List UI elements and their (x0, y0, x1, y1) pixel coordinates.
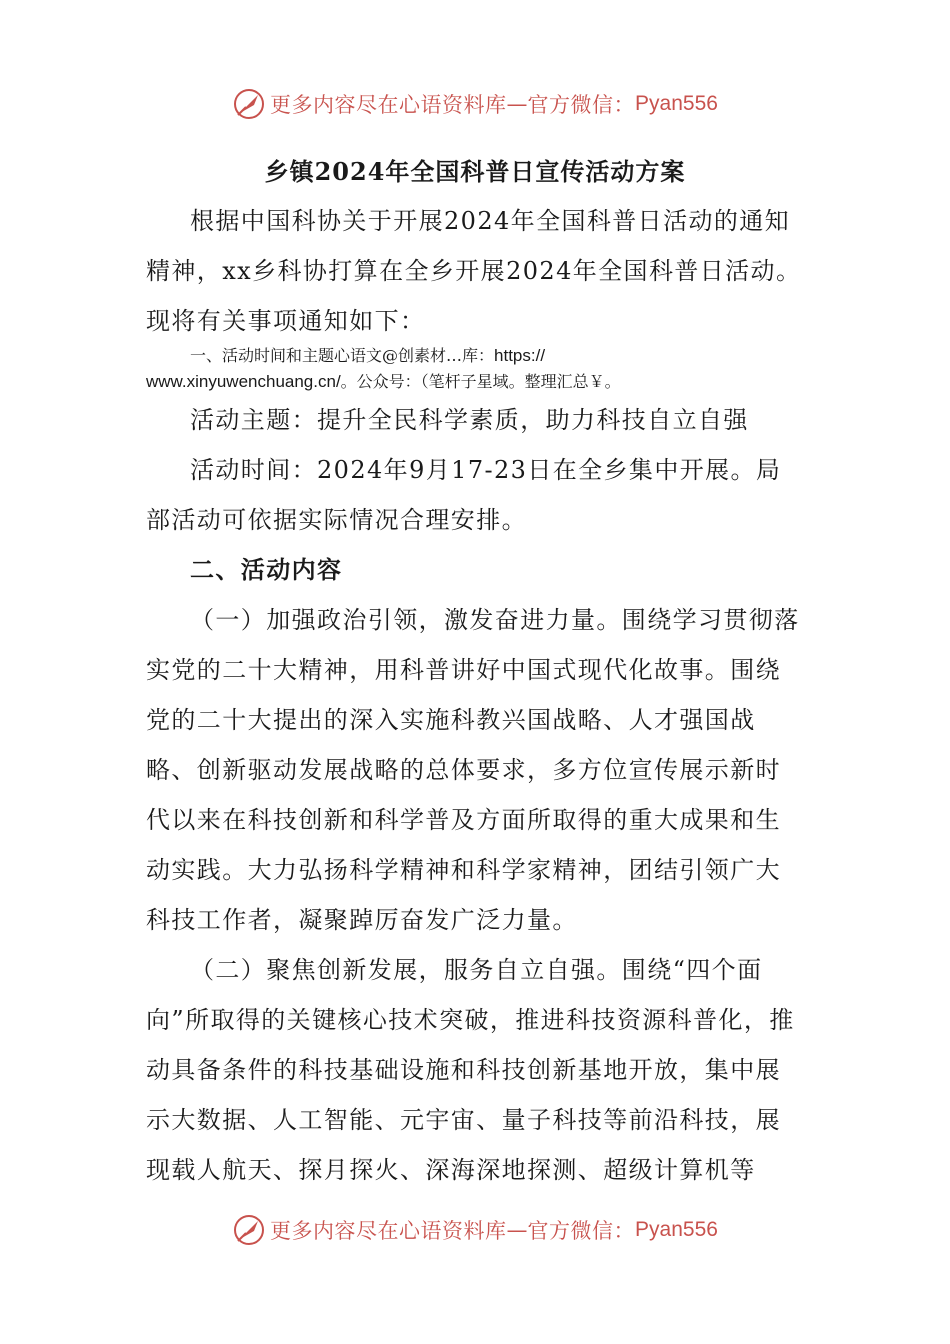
time-paragraph: 活动时间：2024年9月17-23日在全乡集中开展。局部活动可依据实际情况合理安排。 (146, 456, 782, 534)
section1-line1 (146, 343, 806, 369)
intro-paragraph: 根据中国科协关于开展2024年全国科普日活动的通知精神，xx乡科协打算在全乡开展2024年全国科普日活动。现将有关事项通知如下： (146, 207, 802, 335)
watermark-header (0, 84, 950, 124)
watermark-text: 更多内容尽在心语资料库 (270, 1219, 507, 1243)
section2-item1: （一）加强政治引领，激发奋进力量。围绕学习贯彻落实党的二十大精神，用科普讲好中国式现代化故事。围绕党的二十大提出的深入实施科教兴国战略、人才强国战略、创新驱动发展战略的总体要求，多方位宣传展示新时代以来在科技创新和科学普及方面所取得的重大成果和生动实践。大力弘扬科学精神和科学家精神，团结引领广大科技工作者，凝聚踔厉奋发广泛力量。 (146, 606, 800, 934)
quill-logo-icon (232, 1213, 266, 1247)
watermark-official: 官方微信： (527, 93, 636, 117)
quill-logo-icon (232, 87, 266, 121)
section1-url-part1: https:// (494, 346, 546, 365)
section2-item2: （二）聚焦创新发展，服务自立自强。围绕“四个面向”所取得的关键核心技术突破，推进科技资源科普化，推动具备条件的科技基础设施和科技创新基地开放，集中展示大数据、人工智能、元宇宙、量子科技等前沿科技，展现载人航天、探月探火、深海深地探测、超级计算机等 (146, 956, 795, 1184)
theme-paragraph: 活动主题：提升全民科学素质，助力科技自立自强 (190, 406, 749, 434)
watermark-dash: — (506, 1218, 528, 1242)
section1-line1-text: 一、活动时间和主题心语文@创素材…库： (190, 346, 495, 365)
section1-line2 (146, 369, 806, 395)
document-title: 乡镇2024年全国科普日宣传活动方案 (264, 157, 686, 186)
watermark-dash: — (506, 92, 528, 116)
section1-url-part2: www.xinyuwenchuang.cn/ (146, 372, 341, 391)
watermark-id: Pyan556 (635, 92, 718, 115)
watermark-text: 更多内容尽在心语资料库 (270, 93, 507, 117)
watermark-official: 官方微信： (527, 1219, 636, 1243)
watermark-footer (0, 1210, 950, 1250)
watermark-id: Pyan556 (635, 1218, 718, 1241)
section1-line2-text: 。公众号：（笔杆子星域。整理汇总￥。 (340, 372, 621, 391)
section2-heading: 二、活动内容 (190, 555, 343, 584)
